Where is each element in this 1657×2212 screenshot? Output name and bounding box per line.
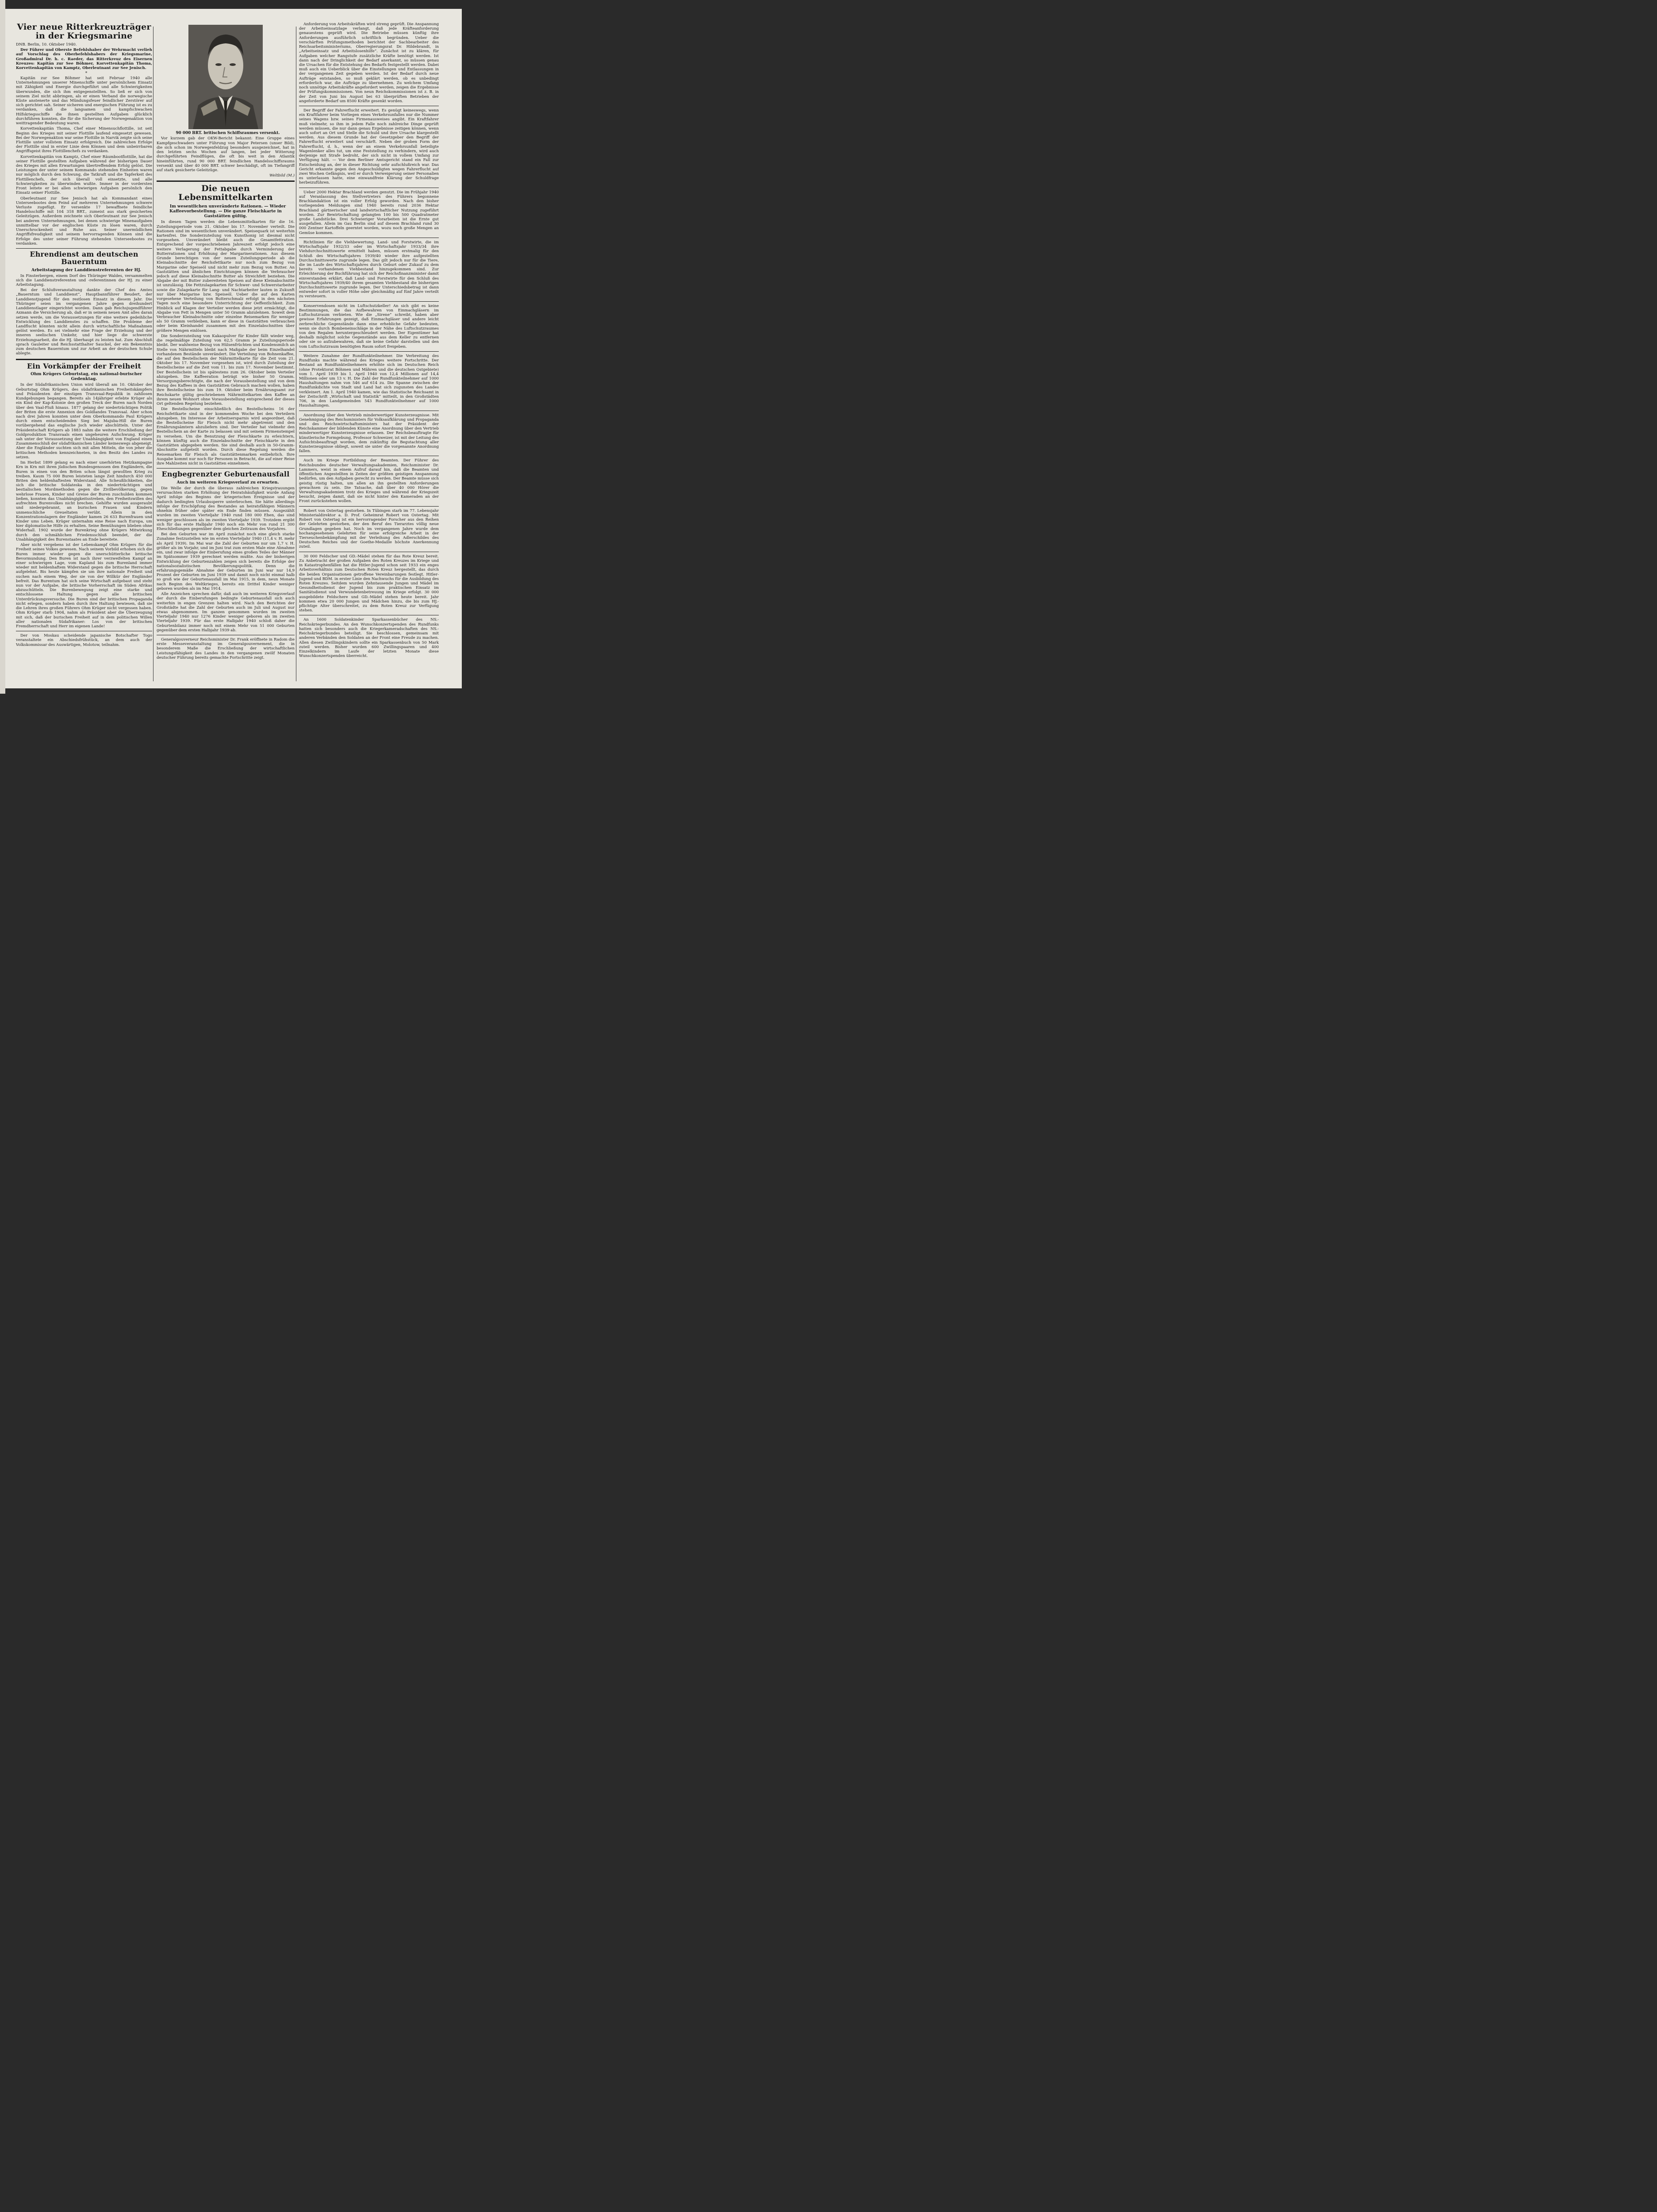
article-subtitle: Auch im weiteren Kriegsverlauf zu erwarten.: [176, 480, 279, 485]
column-left: [16, 22, 152, 680]
article-paragraph: Die Sonderzuteilung von Kakaopulver für Kinder fällt wieder weg, die regelmäßige Zuteilung von 62,5 Gramm je Zuteilungsperiode bleibt. Der wahlweise Bezug von Hülsenfrüchten und Kondensmilch an Stelle von Nährmitteln bleibt nach Maßgabe der beim Einzelhandel vorhandenen Bestände unverändert. Die Verteilung von Bohnenkaffee, die auf den Bestellschein der Nährmittelkarte für die Zeit vom 21. Oktober bis 17. November vorgesehen ist, wird durch Zuteilung der Bestellscheine auf die Zeit vom 11. bis zum 17. November bestimmt. Der Bestellschein ist bis spätestens zum 26. Oktober beim Verteiler abzugeben. Die Kaffeeration beträgt wie bisher 50 Gramm. Versorgungsberechtigte, die nach der Vorausbestellung und von dem Bezug des Kaffees in den Gaststätten Gebrauch machen wollen, haben ihre Bestellscheine bis zum 19. Oktober beim Ernährungsamt zur Reichskarte gültig geschriebenen Nährmittelkarten den Kaffee an ihrem neuen Wohnort ohne Vorausbestellung entsprechend der dieses Ort geltenden Regelung beziehen.: [157, 334, 295, 407]
article-paragraph: Oberleutnant zur See Jenisch hat als Kommandant eines Unterseebootes dem Feind auf mehreren Unternehmungen schwere Verluste zugefügt. Er versenkte 17 bewaffnete feindliche Handelsschiffe mit 104 318 BRT., zumeist aus stark gesicherten Geleitzügen. Außerdem zeichnete sich Oberleutnant zur See Jenisch bei anderen Unternehmungen, bei denen schwierige Minenaufgaben unmittelbar vor der englischen Küste zu lösen waren, durch Unerschrockenheit und Ruhe aus. Seiner unermüdlichen Angriffsfreudigkeit und seinem hervorragenden Können sind die Erfolge des unter seiner Führung stehenden Unterseebootes zu verdanken.: [16, 196, 152, 246]
article-paragraph: Kapitän zur See Böhmer hat seit Februar 1940 alle Unternehmungen unserer Minenschiffe unter persönlichem Einsatz mit Zähigkeit und Energie durchgeführt und alle Schwierigkeiten überwunden, die sich ihm entgegenstellten. So ließ er sich von seinem Ziel nicht abbringen, als er einen Verband die norwegische Küste anstenerte und das Mündungsfeuer feindlicher Zerstörer auf sich gerichtet sah. Seiner sicheren und energischen Führung ist es zu verdanken, daß die langsamen und kampfschwachen Hilfskriegsschiffe die ihnen gestellten Aufgaben glücklich durchführen konnten, die für die Sicherung der Norwegenaktion von weittragender Bedeutung waren.: [16, 76, 152, 126]
article-subtitle: Im wesentlichen unveränderte Rationen. — Wieder Kaffeevorbestellung. — Die ganze Fleischkarte in Gaststätten gültig.: [169, 204, 286, 219]
divider: [16, 359, 152, 360]
article-lead: Der Führer und Oberste Befehlshaber der Wehrmacht verlieh auf Vorschlag des Oberbefehlshabers der Kriegsmarine, Großadmiral Dr. h. c. Raeder, das Ritterkreuz des Eisernen Kreuzes: Kapitän zur See Böhmer, Korvettenkapitän Thoma, Korvettenkapitän von Kamptz, Oberleutnant zur See Jenisch.: [16, 48, 152, 70]
right-page-edge: [462, 0, 470, 694]
article-subtitle: Arbeitstagung der Landdienstreferenten der HJ.: [31, 267, 142, 273]
column-middle: [157, 22, 295, 680]
photo-caption: Vor kurzem gab der OKW-Bericht bekannt: Eine Gruppe eines Kampfgeschwaders unter Führung von Major Petersen (unser Bild), die sich schon im Norwegenfeldzug besonders ausgezeichnet, hat in den letzten sechs Wochen auf langen, bei jeder Witterung durchgeführten Feindflügen, die oft bis weit in den Atlantik hineinführten, rund 90 000 BRT. feindlichen Handelsschiffsraums versenkt und über 40 000 BRT. schwer beschädigt, oft im Tiefangriff auf stark gesicherte Geleitzüge.: [157, 136, 295, 173]
article-paragraph: Im Herbst 1899 gelang es nach einer unerhörten Hetzkampagne Krn in Krn mit ihren jüdischen Bundesgenossen den Engländern, die Buren in einen von den Briten schon längst gewollten Krieg zu treiben. Kaum 75 000 Buren leisteten lange Zeit hindurch 450 000 Briten den heldenhaftesten Widerstand. Alle Scheußlichkeiten, die sich die britische Soldateska in den niederträchtigen und bestialischen Mordmethoden gegen die Zivilbevölkerung, gegen wehrlose Frauen, Kinder und Greise der Buren zuschulden kommen ließen, konnten das Unabhängigkeitsstreben, den Freiheitswillen des aufrechten Burenvolkes nicht brechen. Gehöfte wurden ausgeraubt und niedergebrannt, an burischen Frauen und Kindern unmenschliche Greueltaten verübt. Allein in den Konzentrationslagern der Engländer kamen 26 633 Burenfrauen und Kinder ums Leben. Krüger unternahm eine Reise nach Europa, um hier diplomatische Hilfe zu erhalten. Seine Bemühungen blieben ohne Widerhall. 1902 wurde der Burenkrieg ohne Krügers Mitwirkung durch den schmählichen Friedensschluß beendet, der die Unabhängigkeit des Burenstaates an Ende bereitete.: [16, 461, 152, 542]
article-paragraph: In Finsterbergen, einem Dorf des Thüringer Waldes, versammelten sich die Landdienstreferenten und -referentinnen der HJ. zu einer Arbeitstagung.: [16, 273, 152, 288]
news-brief: An 1600 Soldatenkinder Sparkassenbücher des NS.-Reichskriegerbundes. An den Wunschkonzertspenden des Rundfunks hatten sich besonders auch die Kriegerkameradschaften des NS.-Reichskriegerbundes beteiligt. Sie beschlossen, gemeinsam mit anderen Verbänden den Soldaten an der Front eine Freude zu machen. Allen diesen Zwillingskindern sollte ein Sparkassenbuch von 50 Mark zuteil werden. Bisher wurden 600 Zwillingspaaren und 400 Einzelkindern im Laufe der letzten Monate diese Wunschkonzertspenden überreicht.: [299, 618, 439, 659]
article-paragraph: In der Südafrikanischen Union wird überall am 10. Oktober der Geburtstag Ohm Krügers, des südafrikanischen Freiheitskämpfers und Präsidenten der einstigen Transvaal-Republik in zahllosen Kundgebungen begangen. Bereits als 14jähriger erlebte Krüger als ein Kind der Kap-Kolonie den großen Treck der Buren nach Norden über den Vaal-Fluß hinaus. 1877 gelang der niederträchtigen Politik der Briten die erste Annexion des Goldlandes Transvaal. Aber schon nach drei Jahren konnten unter dem Oberkommando Paul Krügers durch einen entscheidenden Sieg bei Majuba-Hill die Buren vorübergehend das englische Joch wieder abschütteln. Unter der Präsidentschaft Krügers ab 1883 nahm die weitere Erschließung der Goldproduktion Transvaals einen ungeheuren Aufschwung. Krüger sah unter der Voraussetzung der Unabhängigkeit von England einen Zusammenschluß der südafrikanischen Länder keineswegs abgeneigt. Aber die Engländer suchten sich mit allen Mitteln, die von jeher die britischen Methoden kennzeichneten, in den Besitz des Landes zu setzen.: [16, 383, 152, 460]
article-paragraph: Korvettenkapitän von Kamptz, Chef einer Räumbootflottille, hat die seiner Flottille gestellten Aufgaben während der bisherigen Dauer des Krieges mit allen Erwartungen übertreffendem Erfolg gelöst. Die Leistungen der unter seinem Kommando stehenden Einheiten waren nur möglich durch den Schwung, die Tatkraft und die Tapferkeit des Flottillenchefs, der sich überall voll einsetzte, und alle Schwierigkeiten zu überwinden wußte. Immer in der vordersten Front leitete er bei allen schwierigen Aufgaben persönlich den Einsatz seiner Flottille.: [16, 154, 152, 196]
left-page-edge: [0, 0, 5, 694]
divider: [16, 248, 152, 249]
column-right: [299, 22, 439, 680]
divider: [157, 468, 295, 469]
article-title: Ein Vorkämpfer der Freiheit: [27, 361, 141, 370]
article-paragraph: In diesen Tagen werden die Lebensmittelkarten für die 16. Zuteilungsperiode vom 21. Oktober bis 17. November verteilt. Die Rationen sind im wesentlichen unverändert. Speisequark ist weiterhin kartenfrei. Die Sonderzuteilung von Kunsthonig ist diesmal nicht vorgesehen. Unverändert bleibt auch die Gesamtfettration. Entsprechend der vorgeschriebenen Jahreszeit erfolgt jedoch eine weitere Verlagerung der Fettabgabe durch Verminderung der Butterrationen und Erhöhung der Margarinerationen. Aus diesem Grunde berechtigen von der neuen Zuteilungsperiode ab die Kleinabschnitte der Reichsfettkarte nur noch zum Bezug von Margarine oder Speiseöl und nicht mehr zum Bezug von Butter. An Gaststätten und ähnlichen Einrichtungen können die Verbraucher jedoch auf diese Kleinabschnitte Butter als Streichfett beziehen. Die Abgabe der mit Butter zubereiteten Speisen auf diese Kleinabschnitte ist unzulässig. Die Fettzulagekarten für Schwer- und Schwerstarbeiter sowie die Zulagekarte für Lang- und Nachtarbeiter lauten in Zukunft nur über Margarine bzw. Speiseöl. Ueber die auf den Karten vorgesehene Verteilung von Butterschmalz erfolgt in den nächsten Tagen noch eine besondere Unterrichtung der Oeffentlichkeit. Zum Hinblick auf Klagen der Verteiler werden diese jetzt ermächtigt, die Abgabe von Fett in Mengen unter 50 Gramm abzulehnen. Soweit dem Verbraucher Kleinabschnitte oder einzelne Reisemarken für weniger als 50 Gramm verbleiben, kann er diese in Gaststätten verbrauchen oder beim Kleinhandel zusammen mit den Einzelabschnitten über größere Mengen einlösen.: [157, 220, 295, 333]
divider: [157, 180, 295, 182]
article-title: Ehrendienst am deutschen Bauerntum: [30, 250, 138, 266]
article-paragraph: Bei der Schlußveranstaltung dankte der Chef des Amtes „Bauerntum und Landdienst“, Hauptbannführer Beudert, der Landdienstjugend für den restlosen Einsatz in diesem Jahr. Die Thüringer seien im vergangenen Jahre gegen dreihundert Landdienstlager eingerichtet worden. Dann gab Reichsjugendführer Axmann die Versicherung ab, daß er in seinem neuen Amt alles daran setzen werde, um die Voraussetzungen für eine weitere gedeihliche Entwicklung des Landdienstes zu schaffen. Die Probleme der Landflucht könnten nicht allein durch wirtschaftliche Maßnahmen gelöst werden. Es sei vielmehr eine Frage der Erziehung und der inneren seelischen Umkehr, und hier liege die schwerste Erziehungsarbeit, die die HJ. überhaupt zu leisten hat. Zum Abschluß sprach Gauleiter und Reichsstatthalter Sauckel, der ein Bekenntnis zum deutschen Bauerntum und zur Arbeit an der deutschen Schule ablegte.: [16, 288, 152, 356]
article-paragraph: Bei den Geburten war im April zunächst noch eine gleich starke Zunahme festzustellen wie im ersten Vierteljahr 1940 (11,4 v. H. mehr als April 1939). Im Mai war die Zahl der Geburten nur um 1,7 v. H. größer als im Vorjahr, und im Juni trat zum ersten Male eine Abnahme ein, und zwar infolge der Einberufung eines großen Teiles der Männer im Spätsommer 1939 gerechnet werden mußte. Aus der bisherigen Entwicklung der Geburtenzahlen zeigen sich bereits die Erfolge der nationalsozialistischen Bevölkerungspolitik. Denn die erfahrungsgemäße Abnahme der Geburten im Juni war nur 14,9 Prozent der Geburten im Juni 1939 und damit noch nicht einmal halb so groß wie der Geburtenausfall im Mai 1915, in dem, neun Monate nach Beginn des Weltkrieges, bereits ein Drittel Kinder weniger geboren wurden als im Mai 1914.: [157, 532, 295, 591]
newspaper-page: [5, 9, 462, 688]
news-brief: Robert von Ostertag gestorben. In Tübingen starb im 77. Lebensjahr Ministerialdirektor a. D. Prof. Geheimrat Robert von Ostertag. Mit Robert von Ostertag ist ein hervorragender Forscher aus den Reihen der Gelehrten gestorben, der den Beruf des Tierarztes völlig neue Grundlagen gegeben hat. Noch im vergangenen Jahre wurde dem hochangesehenen Gelehrten für seine erfolgreiche Arbeit in der Tierseuchenbekämpfung mit der Verleihung des Adlerschildes des Deutschen Reiches und der Goethe-Medaille höchste Anerkennung zuteil.: [299, 508, 439, 549]
article-title: Vier neue Ritterkreuzträger in der Kriegsmarine: [17, 22, 151, 41]
news-brief: Anforderung von Arbeitskräften wird streng geprüft. Die Anspannung der Arbeitseinsatzlage verlangt, daß jede Kräfteanforderung genauestens geprüft wird. Die Betriebe müssen künftig ihre Anforderungen ausführlich schriftlich begründen. Ueber die verschärften Prüfungsmethoden berichtet der Sachbearbeiter des Reichsarbeitsministeriums, Oberregierungsrat Dr. Hildebrandt, in „Arbeitseinsatz und Arbeitslosenhilfe“. Zunächst ist zu klären, für Aufgaben welcher Rangstufe zusätzliche Kräfte benötigt werden. Ist dann nach der Dringlichkeit der Bedarf anerkannt, so müssen genau die Ursachen für die Entstehung des Bedarfs festgestellt werden. Dabei muß auch ein Ueberblick über die Einstellungen und Entlassungen in der vergangenen Zeit gegeben werden. Ist der Bedarf durch neue Aufträge entstanden, so muß geklärt werden, ob es unbedingt erforderlich war, die Aufträge zu übernehmen. Zu welchem Umfang noch unnötige Arbeitskräfte angefordert werden, zeigen die Ergebnisse der Prüfungskommissionen. Von neun Reichskommissionen ist z. B. in der Zeit von Juni bis August bei 63 überprüften Betrieben der angeforderte Bedarf um 8500 Kräfte gesenkt worden.: [299, 22, 439, 104]
news-brief: Weitere Zunahme der Rundfunkteilnehmer. Die Verbreitung des Rundfunks machte während des Krieges weitere Fortschritte. Der Bestand an Rundfunkteilnehmern erhöhte sich im Deutschen Reich (ohne Protektorat Böhmen und Mähren und die deutschen Ostgebiete) vom 1. April 1939 bis 1. April 1940 von 12,4 Millionen auf 14,4 Millionen oder um 13 v. H. Die Zahl der Rundfunkteilnehmer auf 1000 Haushaltungen nahm von 546 auf 614 zu. Die Spanne zwischen der Rundfunkdichte von Stadt und Land hat sich zugunsten des Landes verkleinert. Am 1. April 1940 kamen, wie das Statistische Reichsamt in der Zeitschrift „Wirtschaft und Statistik“ mitteilt, in den Großstädten 706, in den Landgemeinden 543 Rundfunkteilnehmer auf 1000 Haushaltungen.: [299, 353, 439, 408]
article-subtitle: Ohm Krügers Geburtstag, ein national-burischer Gedenktag.: [31, 372, 142, 382]
news-brief: Generalgouverneur Reichsminister Dr. Frank eröffnete in Radom die erste Messeveranstaltung im Generalgouvernement, die in besonderem Maße die Erschließung der wirtschaftlichen Leistungsfähigkeit des Landes in den vergangenen zwölf Monaten deutscher Führung bereits gemachte Fortschritte zeigt.: [157, 637, 295, 660]
news-brief: Auch im Kriege Fortbildung der Beamten. Der Führer des Reichsbundes deutscher Verwaltungsakademien, Reichsminister Dr. Lammers, weist in einem Aufruf darauf hin, daß die Beamten und öffentlichen Angestellten in Zeiten der größten geistigen Anspannung bedürfen, um den Aufgaben gerecht zu werden. Der Beamte müsse sich geistig rüstig halten, um allen an ihn gestellten Anforderungen gewachsen zu sein. Die Tatsache, daß über 40 000 Hörer die Verwaltungsakademien trotz des Krieges und während der Kriegszeit besucht, zeigen damit, daß sie nicht hinter den Kameraden an der Front zurückstehen wollen.: [299, 458, 439, 504]
news-brief: Konservendosen nicht im Luftschutzkeller! An sich gibt es keine Bestimmungen, die das Aufbewahren von Einmachgläsern im Luftschutzraum verbieten. Wie die „Sirene“ schreibt, haben aber gewisse Erfahrungen gezeigt, daß Einmachgläser und andere leicht zerbrechliche Gegenstände dann eine erhebliche Gefahr bedeuten, wenn sie durch Bombeneinschläge in der Nähe des Luftschutzraumes von den Regalen heruntergeschleudert werden. Der Eigentümer hat deshalb möglichst solche Gegenstände aus dem Keller zu entfernen oder sie so aufzubewahren, daß sie keine Gefahr darstellen und den vom Luftschutzraum benötigten Raum sofort freigeben.: [299, 303, 439, 349]
separator-star: *: [85, 71, 88, 76]
photo-credit: Weltbild (M.): [269, 173, 295, 178]
divider: [299, 506, 439, 507]
article-paragraph: Korvettenkapitän Thoma, Chef einer Minensuchflottille, ist seit Beginn des Krieges mit seiner Flottille laufend eingesetzt gewesen. Bei der Norwegenaktion war seine Flottille in Narvik zeigte sich seine Flottille unter vollstem Einsatz erfolgreich. Die zahlreichen Erfolge der Flottille sind in erster Linie dem Können und dem unbeirrbaren Angriffsgeist ihres Flottillenchefs zu verdanken.: [16, 127, 152, 154]
divider: [299, 301, 439, 302]
news-brief: Ueber 2000 Hektar Brachland werden genutzt. Die im Frühjahr 1940 auf Veranlassung des Stellvertreters des Führers begonnene Brachlandaktion ist ein voller Erfolg geworden. Nach den bisher vorliegenden Meldungen sind 1940 bereits rund 2036 Hektar Brachland gärtnerischer und landwirtschaftlicher Nutzung zugeführt worden. Zur Bewirtschaftung gelangten 100 bis 500 Quadratmeter große Landstücke. Drei Schwieriger Vorarbeiten ist die Ernte gut ausgefallen. Allein im Gau Berlin sind auf diesem Brachland rund 30 000 Zentner Kartoffeln geerntet worden, wozu noch große Mengen an Gemüse kommen.: [299, 190, 439, 235]
news-brief: Richtlinien für die Viehbewertung. Land- und Forstwirte, die im Wirtschaftsjahr 1932/33 oder im Wirtschaftsjahr 1933/34 ihre Viehdurchschnittswerte ermittelt haben, müssen erstmalig für den Schluß des Wirtschaftsjahres 1939/40 wieder ihre aufgestellten Durchschnittswerte zugrunde legen. Das gilt jedoch nur für die Tiere, die im Laufe des Wirtschaftsjahres durch Geburt oder Zukauf zu dem bereits vorhandenen Viehbestand hinzugekommen sind. Zur Erleichterung der Buchführung hat sich der Reichsfinanzminister damit einverstanden erklärt, daß Land- und Forstwirte für den Schluß des Wirtschaftsjahres 1939/40 ihrem gesamten Viehbestand die bisherigen Durchschnittswerte zugrunde legen. Der Unterschiedsbetrag ist dann entweder sofort in voller Höhe oder gleichmäßig auf fünf Jahre verteilt zu versteuern.: [299, 240, 439, 299]
article-paragraph: Aber nicht vergebens ist der Lebenskampf Ohm Krügers für die Freiheit seines Volkes gewesen. Nach seinem Vorbild erhoben sich die Buren immer wieder gegen die unerschütterliche britische Bevormundung. Den Buren ist nach ihrer verzweifelten Kampf an einer schwierigen Lage, vom Kapland bis zum Burenland immer wieder mit heldenhaftem Widerstand gegen die britische Herrschaft aufgelehnt. Bis heute kämpfen sie um ihre nationale Freiheit und suchen nach einem Weg, der sie von der Willkür der Engländer befreit. Das Burentum hat sich seine Wirtschaft aufgebaut und steht nun vor der Aufgabe, die britische Vorherrschaft im Süden Afrikas abzuschütteln. Die Burenbewegung zeigt eine starke und entschlossene Haltung gegen alle britischen Unterdrückungsversuche. Die Buren sind der britischen Propaganda nicht erlegen, sondern haben durch ihre Haltung bewiesen, daß sie die Lehren ihres großen Führers Ohm Krüger nicht vergessen haben. Ohm Krüger starb 1904, nahm als Präsident aber die Überzeugung mit sich, daß der burischen Freiheit auf in dem politischen Willen aller nationalen Südafrikaner: Los von der britischen Fremdherrschaft und Herr im eigenen Lande!: [16, 543, 152, 629]
news-brief: Der von Moskau scheidende japanische Botschafter Togo veranstaltete ein Abschiedsfrühstück, an dem auch der Volkskommissar des Auswärtigen, Molotow, teilnahm.: [16, 634, 152, 647]
article-paragraph: Die Bestellscheine einschließlich des Bestellscheins 16 der Reichsfettkarte sind in der kommenden Woche bei den Verteilern abzugeben. Im Interesse der Arbeitsersparnis wird angeordnet, daß die Bestellscheine für Fleisch nicht mehr abgetrennt und den Ernährungsämtern abzuliefern sind. Der Verteiler hat vielmehr den Bestellschein an der Karte zu belassen und mit seinem Firmenstempel zu versehen. Um die Benutzung der Fleischkarte zu erleichtern, können künftig auch die Einzelabschnitte der Fleischkarte in den Gaststätten abgegeben werden. Sie sind deshalb auch in 50-Gramm-Abschnitte aufgeteilt worden. Durch diese Regelung werden die Reisemarken für Fleisch als Gaststättenmarken entbehrlich. Ihre Ausgabe kommt nur noch für Personen in Betracht, die auf einer Reise ihre Mahlzeiten nicht in Gaststätten einnehmen.: [157, 407, 295, 466]
photo-caption-title: 90 000 BRT. britischen Schiffsraumes versenkt.: [176, 131, 280, 135]
portrait-photo: [188, 25, 263, 129]
article-title: Engbegrenzter Geburtenausfall: [161, 470, 290, 479]
dateline: DNB. Berlin, 10. Oktober 1940.: [16, 42, 77, 47]
article-title: Die neuen Lebensmittelkarten: [178, 184, 273, 203]
news-brief: Der Begriff der Fahrerflucht erweitert. Es genügt keineswegs, wenn ein Kraftfahrer beim Vorliegen eines Verkehrsunfalles nur die Nummer seines Wagens bzw. seines Firmenausweises angibt. Ein Kraftfahrer muß vielmehr, so ihm in jedem Falle noch zahlreiche Dinge geprüft werden müssen, die nur dann genau Ergebnisse zeitigen können, wenn auch sofort an Ort und Stelle die Schuld und ihre Ursache klargestellt werden. Aus diesem Grunde hat der Gesetzgeber den Begriff der Fahrerflucht erweitert und verschärft. Neben der groben Form der Fahrerflucht, d. h., wenn der an einem Verkehrsunfall beteiligte Wagenlenker alles tut, um eine Feststellung zu verhindern, wird auch derjenige mit Strafe bedroht, der sich nicht in vollem Umfang zur Verfügung hält. — Vor dem Berliner Amtsgericht stand ein Fall zur Entscheidung an, der in dieser Richtung sehr aufschlußreich war. Das Gericht erkannte gegen den Angeschuldigten wegen Fahrerflucht auf zwei Wochen Gefängnis, weil er durch Verweigerung seiner Personalien es unterlassen hatte, eine einwandfreie Klärung der Schuldfrage herbeizuführen.: [299, 108, 439, 185]
portrait-image: [188, 25, 263, 129]
news-brief: Anordnung über den Vertrieb minderwertiger Kunsterzeugnisse. Mit Genehmigung des Reichsministers für Volksaufklärung und Propaganda und des Reichswirtschaftsministers hat der Präsident der Reichskammer der bildenden Künste eine Anordnung über den Vertrieb minderwertiger Kunsterzeugnisse erlassen. Der Reichsbeauftragte für künstlerische Formgebung, Professor Schweizer, ist mit der Leitung des Aufsichtsbeauftragt worden, dem zukünftig die Begutachtung aller Kunsterzeugnisse obliegt, soweit sie unter die vorgenannte Anordnung fallen.: [299, 413, 439, 454]
divider: [299, 351, 439, 352]
article-paragraph: Die Welle der durch die überaus zahlreichen Kriegstrauungen verursachten starken Erhöhung der Heiratshäufigkeit wurde Anfang April infolge des Beginns der kriegerischen Ereignisse und der dadurch bedingten Urlaubssperre unterbrochen. Sie hätte allerdings infolge der Erschöpfung des Bestandes an heiratsfähigen Männern ohnehin früher oder später ein Ende finden müssen. Ausgezählt wurden im zweiten Vierteljahr 1940 rund 180 000 Ehen, das sind weniger geschlossen als im zweiten Vierteljahr 1939. Trotzdem ergibt sich für das erste Halbjahr 1940 noch ein Mehr von rund 21 300 Eheschließungen gegenüber dem gleichen Zeitraum des Vorjahres.: [157, 486, 295, 531]
news-brief: 30 000 Feldscher und GD.-Mädel stehen für das Rote Kreuz bereit. Zu Anbetracht der großen Aufgaben des Roten Kreuzes im Kriege und in Katastrophenfällen hat die Hitler-Jugend schon seit 1933 ein enges Arbeitsverhältnis zum Deutschen Roten Kreuz hergestellt, das durch die beiden Organisationen getroffene Vereinbarungen festlegt. Hitler-Jugend und BDM. in erster Linie den Nachwuchs für die Ausbildung des Roten Kreuzes. Seitdem wurden Zehntausende Jungen und Mädel im Gesundheitsdienst der Jugend bis zum praktischen Einsatz im Sanitätsdienst und Verwundetenbetreuung im Kriege erfolgt. 30 000 ausgebildete Feldschere und GD.-Mädel stehen heute bereit. Jahr kommen etwa 20 000 Jungen und Mädchen hinzu, die bis zum HJ.-pflichtige Alter überschreitet, zu dem Roten Kreuz zur Verfügung stehen.: [299, 554, 439, 613]
article-paragraph: Alle Anzeichen sprechen dafür, daß auch im weiteren Kriegsverlauf der durch die Einberufungen bedingte Geburtenausfall sich auch weiterhin in engen Grenzen halten wird. Nach den Berichten der Großstädte hat die Zahl der Geburten auch im Juli und August nur etwas abgenommen. Im ganzen genommen wurden im zweiten Vierteljahr 1940 nur 1276 Kinder weniger geboren als im zweiten Vierteljahr 1939. Für das erste Halbjahr 1940 schloß daher die Geburtenbilanz immer noch mit einem Mehr von 51 000 Geburten gegenüber dem ersten Halbjahr 1939 ab.: [157, 592, 295, 633]
